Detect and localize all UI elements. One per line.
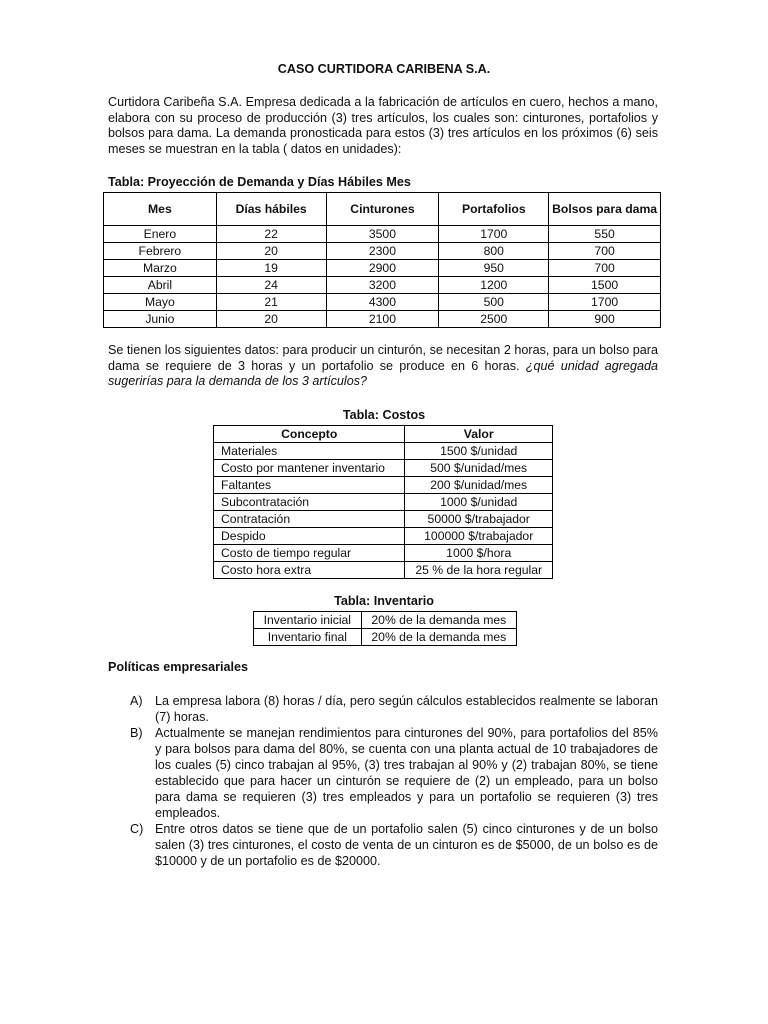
header-cell: Cinturones — [326, 193, 439, 226]
table-cell: Enero — [104, 226, 217, 243]
table-row — [214, 562, 553, 579]
table-cell: 3500 — [326, 226, 439, 243]
header-cell: Días hábiles — [216, 193, 326, 226]
table-header-row — [214, 426, 553, 443]
table-cell: 2900 — [326, 260, 439, 277]
table-cell: Marzo — [104, 260, 217, 277]
cost-table — [213, 425, 553, 579]
table-cell: Materiales — [214, 443, 405, 460]
table-cell: 950 — [439, 260, 549, 277]
table-cell: 550 — [549, 226, 661, 243]
table-cell: Subcontratación — [214, 494, 405, 511]
table-cell: Junio — [104, 311, 217, 328]
table-row — [104, 277, 661, 294]
list-item — [130, 821, 658, 869]
table-row — [214, 511, 553, 528]
document-title: CASO CURTIDORA CARIBENA S.A. — [277, 62, 491, 76]
table-cell: 2300 — [326, 243, 439, 260]
table-row — [104, 311, 661, 328]
table-row — [214, 528, 553, 545]
list-item — [130, 725, 658, 821]
table-cell: 700 — [549, 243, 661, 260]
table-cell: Costo por mantener inventario — [214, 460, 405, 477]
intro-paragraph: Curtidora Caribeña S.A. Empresa dedicada a la fabricación de artículos en cuero, hechos a mano, elabora con su proceso de producción (3) tres artículos, los cuales son: cinturones, portafolios y bolsos para dama. La demanda pronosticada para estos (3) tres artículos en los próximos (6) seis meses se muestran en la tabla ( datos en unidades): — [108, 95, 658, 156]
table-cell: 700 — [549, 260, 661, 277]
table-row — [254, 612, 517, 629]
demand-table-caption: Tabla: Proyección de Demanda y Días Hábiles Mes — [108, 175, 411, 189]
cost-table-caption: Tabla: Costos — [342, 408, 426, 422]
demand-table — [103, 192, 661, 328]
table-cell: 2500 — [439, 311, 549, 328]
table-cell: 20% de la demanda mes — [361, 629, 516, 646]
table-cell: 25 % de la hora regular — [405, 562, 553, 579]
policies-heading: Políticas empresariales — [108, 660, 249, 674]
table-cell: 800 — [439, 243, 549, 260]
table-cell: Mayo — [104, 294, 217, 311]
table-cell: 22 — [216, 226, 326, 243]
table-cell: 3200 — [326, 277, 439, 294]
table-cell: 20 — [216, 311, 326, 328]
list-item-text: Entre otros datos se tiene que de un portafolio salen (5) cinco cinturones y de un bolso salen (3) tres cinturones, el costo de venta de un cinturon es de $5000, de un bolso es de $10000 y de un portafolio es de $20000. — [155, 822, 658, 868]
header-cell: Valor — [405, 426, 553, 443]
table-cell: 900 — [549, 311, 661, 328]
table-cell: Febrero — [104, 243, 217, 260]
table-header-row — [104, 193, 661, 226]
table-cell: 1700 — [549, 294, 661, 311]
table-cell: 4300 — [326, 294, 439, 311]
header-cell: Portafolios — [439, 193, 549, 226]
table-row — [214, 460, 553, 477]
table-cell: Costo hora extra — [214, 562, 405, 579]
table-cell: Faltantes — [214, 477, 405, 494]
list-item-text: La empresa labora (8) horas / día, pero según cálculos establecidos realmente se laboran (7) horas. — [155, 694, 658, 724]
table-cell: 200 $/unidad/mes — [405, 477, 553, 494]
table-cell: 1000 $/unidad — [405, 494, 553, 511]
table-cell: Inventario final — [254, 629, 362, 646]
list-marker: C) — [130, 822, 144, 836]
table-cell: Costo de tiempo regular — [214, 545, 405, 562]
list-item — [130, 693, 658, 725]
inventory-table-caption: Tabla: Inventario — [334, 594, 434, 608]
table-cell: 1500 — [549, 277, 661, 294]
table-cell: 50000 $/trabajador — [405, 511, 553, 528]
header-cell: Mes — [104, 193, 217, 226]
table-cell: 100000 $/trabajador — [405, 528, 553, 545]
table-cell: 1500 $/unidad — [405, 443, 553, 460]
hours-text: Se tienen los siguientes datos: para producir un cinturón, se necesitan 2 horas, para un bolso para dama se requiere de 3 horas y un portafolio se produce en 6 horas. — [108, 343, 658, 373]
table-cell: 1200 — [439, 277, 549, 294]
list-marker: A) — [130, 694, 143, 708]
table-row — [104, 260, 661, 277]
table-cell: 19 — [216, 260, 326, 277]
table-cell: Despido — [214, 528, 405, 545]
table-row — [214, 545, 553, 562]
table-cell: 500 $/unidad/mes — [405, 460, 553, 477]
hours-paragraph — [108, 343, 658, 390]
table-cell: 1700 — [439, 226, 549, 243]
list-item-text: Actualmente se manejan rendimientos para cinturones del 90%, para portafolios del 85% y para bolsos para dama del 80%, se cuenta con una planta actual de 10 trabajadores de los cuales (5) cinco trabajan al 95%, (3) tres trabajan al 90% y (2) trabajan 80%, se tiene establecido que para hacer un cinturón se requiere de (2) un empleado, para un bolso para dama se requieren (3) tres empleados y para un portafolio se requieren (3) tres empleados. — [155, 726, 658, 820]
table-cell: 1000 $/hora — [405, 545, 553, 562]
table-cell: Abril — [104, 277, 217, 294]
table-cell: 24 — [216, 277, 326, 294]
policies-list — [130, 693, 658, 869]
table-row — [254, 629, 517, 646]
inventory-table — [253, 611, 517, 646]
header-cell: Concepto — [214, 426, 405, 443]
table-cell: 2100 — [326, 311, 439, 328]
table-row — [214, 443, 553, 460]
table-cell: 20 — [216, 243, 326, 260]
table-cell: Contratación — [214, 511, 405, 528]
table-row — [214, 477, 553, 494]
aggregate-unit-question: ¿qué unidad agregada sugerirías para la demanda de los 3 artículos? — [108, 358, 658, 389]
table-cell: 20% de la demanda mes — [361, 612, 516, 629]
table-row — [104, 294, 661, 311]
table-cell: Inventario inicial — [254, 612, 362, 629]
header-cell: Bolsos para dama — [549, 193, 661, 226]
table-cell: 21 — [216, 294, 326, 311]
table-row — [104, 226, 661, 243]
table-cell: 500 — [439, 294, 549, 311]
table-row — [214, 494, 553, 511]
table-row — [104, 243, 661, 260]
list-marker: B) — [130, 726, 143, 740]
